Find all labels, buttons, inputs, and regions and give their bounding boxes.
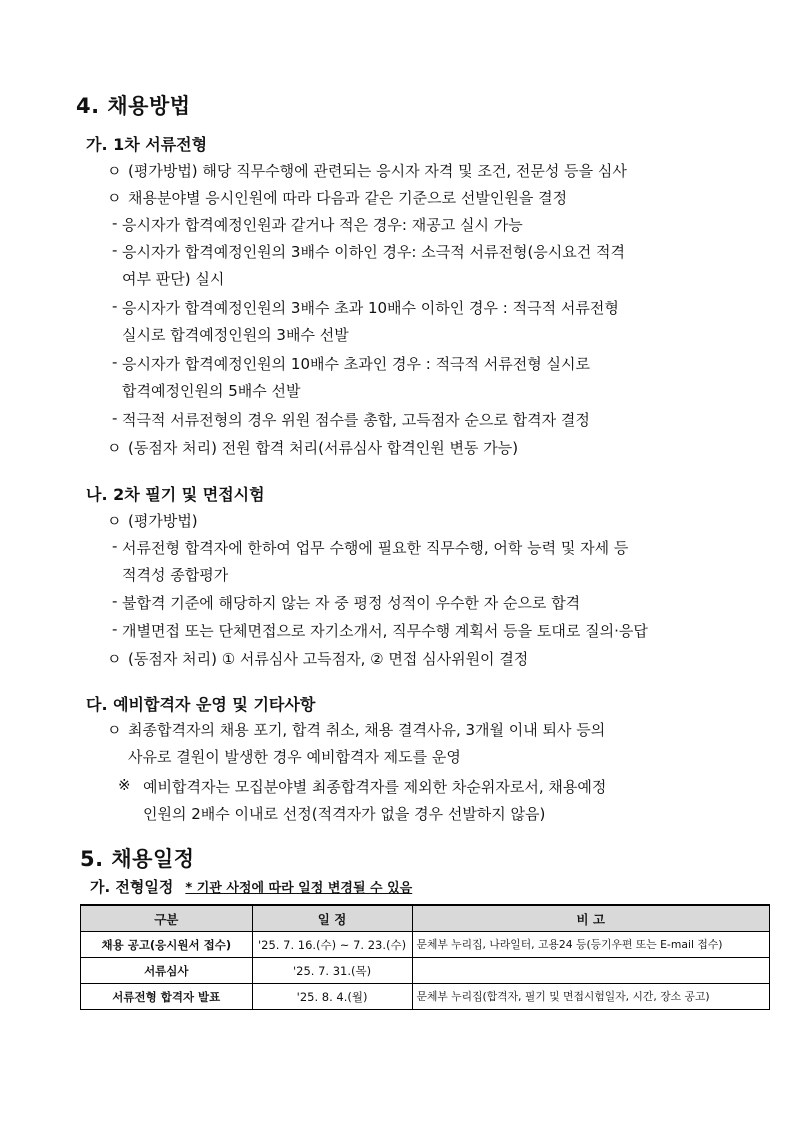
- schedule-note: * 기관 사정에 따라 일정 변경될 수 있음: [185, 881, 413, 896]
- circle-bullet: ㅇ: [107, 721, 122, 739]
- ga-line-6b: 합격예정인원의 5배수 선발: [122, 382, 301, 400]
- circle-bullet: ㅇ: [107, 162, 122, 180]
- ga-line-5b: 실시로 합격예정인원의 3배수 선발: [122, 326, 349, 344]
- table-row: [81, 932, 770, 958]
- table-header-cell: 구분: [81, 905, 253, 932]
- na-line-2b: 적격성 종합평가: [122, 566, 229, 584]
- table-row: [81, 984, 770, 1010]
- ga-line-4b: 여부 판단) 실시: [122, 270, 225, 288]
- na-line-4: 개별면접 또는 단체면접으로 자기소개서, 직무수행 계획서 등을 토대로 질의·응답: [122, 622, 648, 640]
- na-line-1: (평가방법): [128, 512, 198, 530]
- table-row: [81, 958, 770, 984]
- dash-bullet: -: [112, 409, 118, 427]
- dash-bullet: -: [112, 214, 118, 232]
- section-4-title: 4. 채용방법: [76, 94, 191, 118]
- ga-line-3: 응시자가 합격예정인원과 같거나 적은 경우: 재공고 실시 가능: [122, 216, 523, 234]
- da-line-2a: 예비합격자는 모집분야별 최종합격자를 제외한 차순위자로서, 채용예정: [143, 778, 607, 796]
- table-cell: 채용 공고(응시원서 접수): [81, 932, 253, 958]
- subsection-ga-title: 가. 1차 서류전형: [86, 135, 208, 154]
- ga-line-2: 채용분야별 응시인원에 따라 다음과 같은 기준으로 선발인원을 결정: [128, 189, 568, 207]
- circle-bullet: ㅇ: [107, 650, 122, 668]
- table-cell: 서류심사: [81, 958, 253, 984]
- subsection-da-title: 다. 예비합격자 운영 및 기타사항: [86, 695, 316, 714]
- ga-line-5a: 응시자가 합격예정인원의 3배수 초과 10배수 이하인 경우 : 적극적 서류전형: [122, 299, 619, 317]
- table-cell: 서류전형 합격자 발표: [81, 984, 253, 1010]
- dash-bullet: -: [112, 537, 118, 555]
- circle-bullet: ㅇ: [107, 189, 122, 207]
- schedule-subtitle: 가. 전형일정: [90, 878, 174, 896]
- table-header-cell: 일 정: [252, 905, 412, 932]
- na-line-5: (동점자 처리) ① 서류심사 고득점자, ② 면접 심사위원이 결정: [128, 650, 529, 668]
- table-cell: [412, 958, 769, 984]
- dash-bullet: -: [112, 620, 118, 638]
- table-cell: '25. 7. 31.(목): [252, 958, 412, 984]
- na-line-2a: 서류전형 합격자에 한하여 업무 수행에 필요한 직무수행, 어학 능력 및 자세 등: [122, 539, 629, 557]
- ga-line-6a: 응시자가 합격예정인원의 10배수 초과인 경우 : 적극적 서류전형 실시로: [122, 355, 591, 373]
- dash-bullet: -: [112, 592, 118, 610]
- table-cell: 문체부 누리집(합격자, 필기 및 면접시험일자, 시간, 장소 공고): [412, 984, 769, 1010]
- circle-bullet: ㅇ: [107, 512, 122, 530]
- ga-line-1: (평가방법) 해당 직무수행에 관련되는 응시자 자격 및 조건, 전문성 등을 심사: [128, 162, 627, 180]
- table-header-cell: 비 고: [412, 905, 769, 932]
- schedule-table: [80, 904, 770, 1010]
- dash-bullet: -: [112, 297, 118, 315]
- reference-mark: ※: [118, 776, 131, 794]
- section-5-title: 5. 채용일정: [80, 847, 195, 871]
- table-header-row: [81, 905, 770, 932]
- ga-line-8: (동점자 처리) 전원 합격 처리(서류심사 합격인원 변동 가능): [128, 439, 519, 457]
- na-line-3: 불합격 기준에 해당하지 않는 자 중 평정 성적이 우수한 자 순으로 합격: [122, 594, 581, 612]
- schedule-subtitle-row: [90, 876, 412, 897]
- da-line-2b: 인원의 2배수 이내로 선정(적격자가 없을 경우 선발하지 않음): [143, 805, 546, 823]
- dash-bullet: -: [112, 353, 118, 371]
- ga-line-7: 적극적 서류전형의 경우 위원 점수를 총합, 고득점자 순으로 합격자 결정: [122, 411, 590, 429]
- table-cell: '25. 7. 16.(수) ~ 7. 23.(수): [252, 932, 412, 958]
- table-cell: 문체부 누리집, 나라일터, 고용24 등(등기우편 또는 E-mail 접수): [412, 932, 769, 958]
- circle-bullet: ㅇ: [107, 439, 122, 457]
- ga-line-4a: 응시자가 합격예정인원의 3배수 이하인 경우: 소극적 서류전형(응시요건 적격: [122, 243, 626, 261]
- dash-bullet: -: [112, 241, 118, 259]
- da-line-1b: 사유로 결원이 발생한 경우 예비합격자 제도를 운영: [128, 748, 461, 766]
- da-line-1a: 최종합격자의 채용 포기, 합격 취소, 채용 결격사유, 3개월 이내 퇴사 등의: [128, 721, 606, 739]
- subsection-na-title: 나. 2차 필기 및 면접시험: [86, 485, 265, 504]
- table-cell: '25. 8. 4.(월): [252, 984, 412, 1010]
